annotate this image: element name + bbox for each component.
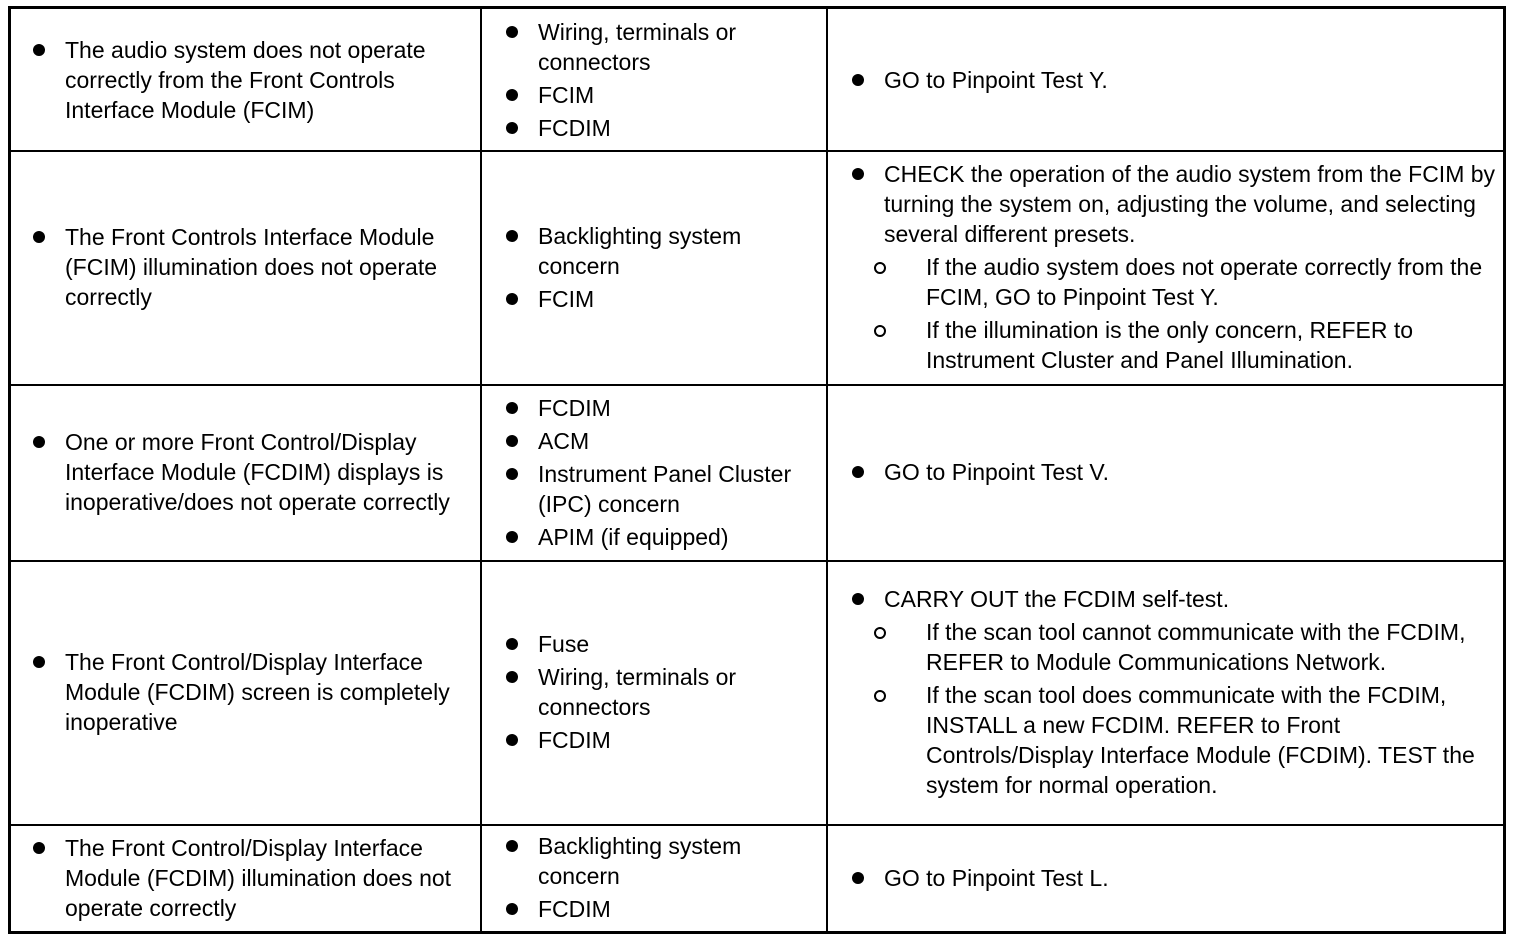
circle-bullet-icon xyxy=(874,690,886,702)
bullet-icon xyxy=(33,44,45,56)
bullet-icon xyxy=(506,531,518,543)
cause-item: FCDIM xyxy=(506,894,820,924)
bullet-icon xyxy=(852,466,864,478)
cause-item: FCDIM xyxy=(506,113,820,143)
causes-cell xyxy=(482,9,826,150)
cause-item: Instrument Panel Cluster (IPC) concern xyxy=(506,459,820,519)
action-sub-item: If the scan tool does communicate with the FCDIM, INSTALL a new FCDIM. REFER to Front Controls/Display Interface Module (FCDIM). TEST the system for normal operation. xyxy=(874,680,1502,800)
cause-item: Backlighting system concern xyxy=(506,831,820,891)
bullet-icon xyxy=(506,293,518,305)
action-sub-item: If the illumination is the only concern, REFER to Instrument Cluster and Panel Illumination. xyxy=(874,315,1502,375)
cause-item: Backlighting system concern xyxy=(506,221,820,281)
bullet-icon xyxy=(506,435,518,447)
action-item: CARRY OUT the FCDIM self-test. xyxy=(852,584,1502,614)
bullet-icon xyxy=(506,734,518,746)
condition-cell xyxy=(11,150,480,384)
action-cell xyxy=(828,150,1506,384)
cause-item: Wiring, terminals or connectors xyxy=(506,17,820,77)
bullet-icon xyxy=(852,872,864,884)
condition-item: One or more Front Control/Display Interface Module (FCDIM) displays is inoperative/does not operate correctly xyxy=(33,427,474,517)
bullet-icon xyxy=(506,89,518,101)
condition-item: The Front Control/Display Interface Module (FCDIM) illumination does not operate correctly xyxy=(33,833,474,923)
condition-item: The audio system does not operate correctly from the Front Controls Interface Module (FCIM) xyxy=(33,35,474,125)
cause-item: FCIM xyxy=(506,284,820,314)
cause-item: FCDIM xyxy=(506,393,820,423)
condition-cell xyxy=(11,384,480,560)
bullet-icon xyxy=(506,671,518,683)
bullet-icon xyxy=(852,593,864,605)
bullet-icon xyxy=(33,656,45,668)
condition-item: The Front Controls Interface Module (FCIM) illumination does not operate correctly xyxy=(33,222,474,312)
action-cell xyxy=(828,384,1506,560)
circle-bullet-icon xyxy=(874,325,886,337)
action-sub-item: If the scan tool cannot communicate with the FCDIM, REFER to Module Communications Network. xyxy=(874,617,1502,677)
cause-item: Fuse xyxy=(506,629,820,659)
action-sub-item: If the audio system does not operate correctly from the FCIM, GO to Pinpoint Test Y. xyxy=(874,252,1502,312)
causes-cell xyxy=(482,560,826,824)
bullet-icon xyxy=(852,74,864,86)
bullet-icon xyxy=(33,231,45,243)
causes-cell xyxy=(482,150,826,384)
bullet-icon xyxy=(506,468,518,480)
circle-bullet-icon xyxy=(874,627,886,639)
action-item: GO to Pinpoint Test Y. xyxy=(852,65,1502,95)
action-cell xyxy=(828,560,1506,824)
bullet-icon xyxy=(33,842,45,854)
circle-bullet-icon xyxy=(874,262,886,274)
condition-cell xyxy=(11,9,480,150)
bullet-icon xyxy=(506,638,518,650)
cause-item: APIM (if equipped) xyxy=(506,522,820,552)
action-item: CHECK the operation of the audio system from the FCIM by turning the system on, adjusting the volume, and selecting several different presets. xyxy=(852,159,1502,249)
causes-cell xyxy=(482,824,826,931)
cause-item: FCIM xyxy=(506,80,820,110)
cause-item: ACM xyxy=(506,426,820,456)
bullet-icon xyxy=(506,903,518,915)
condition-cell xyxy=(11,824,480,931)
table-row xyxy=(11,824,1503,931)
action-item: GO to Pinpoint Test L. xyxy=(852,863,1502,893)
bullet-icon xyxy=(506,26,518,38)
cause-item: Wiring, terminals or connectors xyxy=(506,662,820,722)
condition-item: The Front Control/Display Interface Module (FCDIM) screen is completely inoperative xyxy=(33,647,474,737)
table-row xyxy=(11,384,1503,562)
action-cell xyxy=(828,824,1506,931)
bullet-icon xyxy=(33,436,45,448)
action-cell xyxy=(828,9,1506,150)
action-item: GO to Pinpoint Test V. xyxy=(852,457,1502,487)
bullet-icon xyxy=(506,122,518,134)
causes-cell xyxy=(482,384,826,560)
bullet-icon xyxy=(506,402,518,414)
cause-item: FCDIM xyxy=(506,725,820,755)
bullet-icon xyxy=(852,168,864,180)
table-row xyxy=(11,9,1503,152)
table-row xyxy=(11,560,1503,826)
bullet-icon xyxy=(506,230,518,242)
condition-cell xyxy=(11,560,480,824)
symptom-chart-table xyxy=(8,6,1506,934)
bullet-icon xyxy=(506,840,518,852)
table-row xyxy=(11,150,1503,386)
